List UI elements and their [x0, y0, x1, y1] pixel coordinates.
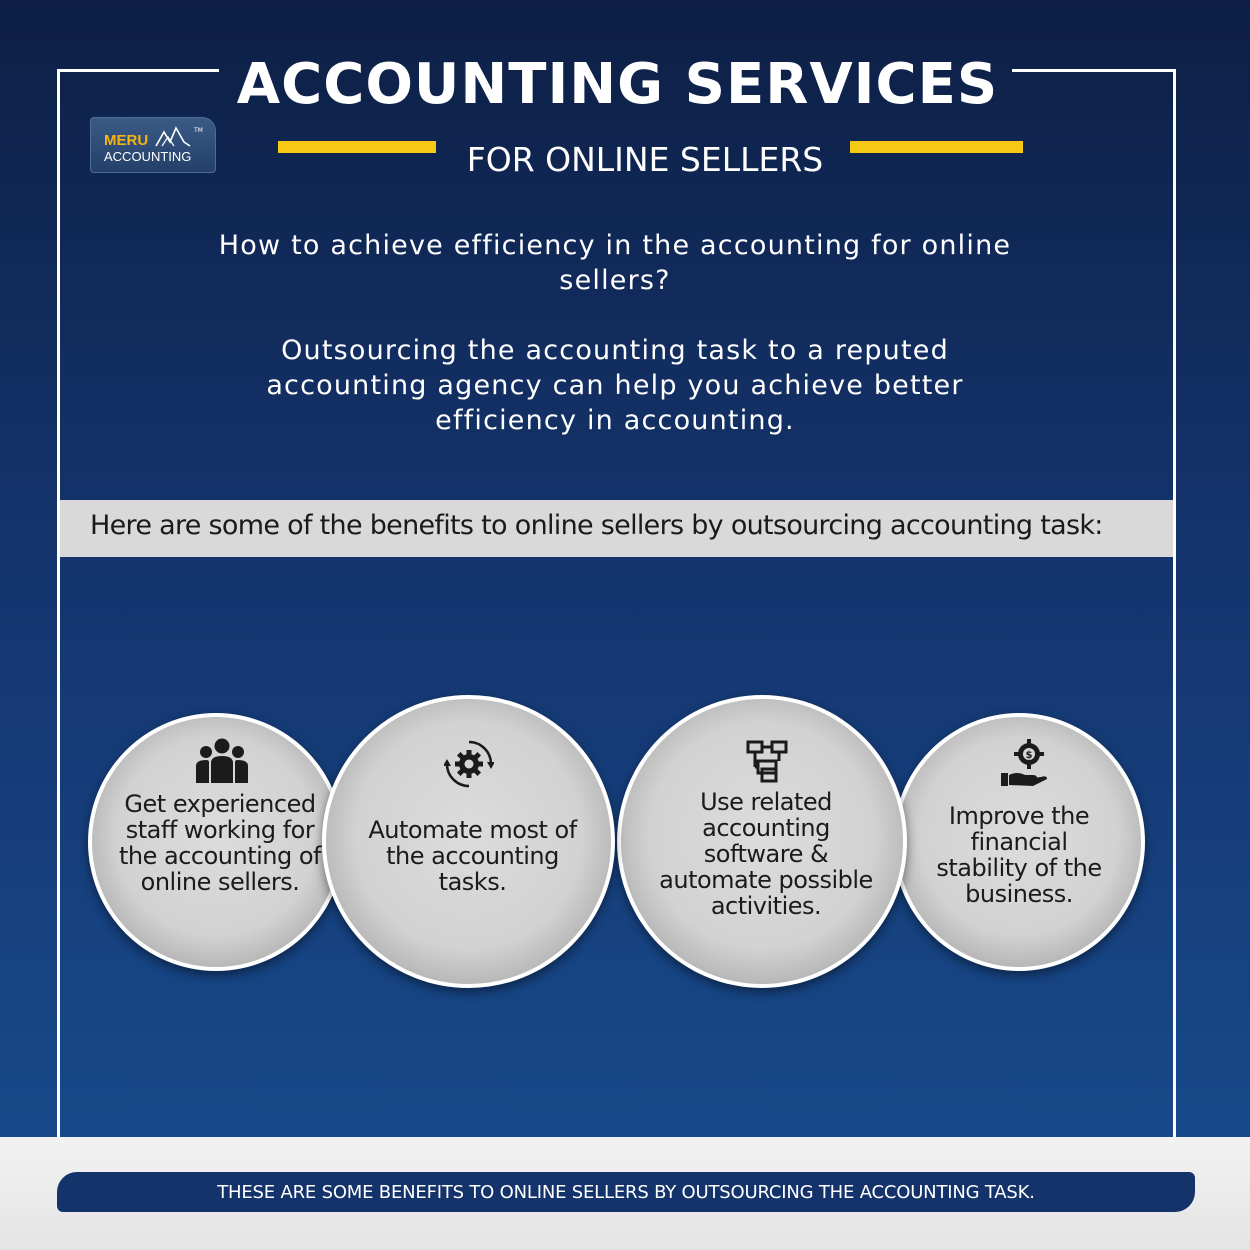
team-people-icon: [194, 737, 250, 785]
svg-text:$: $: [1025, 750, 1033, 761]
gear-automation-icon: [444, 739, 494, 789]
benefit-text-1: Get experienced staff working for the accounting of online sellers.: [118, 790, 321, 896]
intro-question: How to achieve efficiency in the accounting for online sellers?: [218, 230, 1012, 296]
logo-name: ACCOUNTING: [104, 149, 192, 164]
frame-border-left: [57, 69, 60, 1137]
page-title: ACCOUNTING SERVICES: [236, 52, 999, 117]
benefits-heading: Here are some of the benefits to online sellers by outsourcing accounting task:: [90, 510, 1103, 541]
intro-answer: Outsourcing the accounting task to a reputed accounting agency can help you achieve better efficiency in accounting.: [266, 335, 964, 436]
page-subtitle: FOR ONLINE SELLERS: [466, 140, 824, 179]
logo-trademark: TM: [194, 127, 203, 134]
benefit-circle-2: [322, 695, 615, 988]
mountain-logo-icon: [154, 124, 192, 148]
footer-banner: [57, 1172, 1195, 1212]
benefit-circle-1: [88, 713, 344, 971]
benefit-circle-3: [617, 695, 907, 988]
footer-text: THESE ARE SOME BENEFITS TO ONLINE SELLERS BY OUTSOURCING THE ACCOUNTING TASK.: [217, 1182, 1035, 1203]
company-logo: [90, 117, 216, 173]
benefit-text-4: Improve the financial stability of the business.: [936, 802, 1102, 908]
software-network-icon: [745, 739, 795, 785]
benefit-text-2: Automate most of the accounting tasks.: [368, 816, 577, 896]
logo-brand: MERU: [104, 132, 149, 149]
money-hand-gear-icon: [997, 737, 1049, 789]
frame-border-right: [1173, 69, 1176, 1137]
benefit-circle-4: [893, 713, 1145, 971]
benefits-heading-band: [60, 500, 1173, 557]
benefit-text-3: Use related accounting software & automate possible activities.: [659, 788, 873, 920]
